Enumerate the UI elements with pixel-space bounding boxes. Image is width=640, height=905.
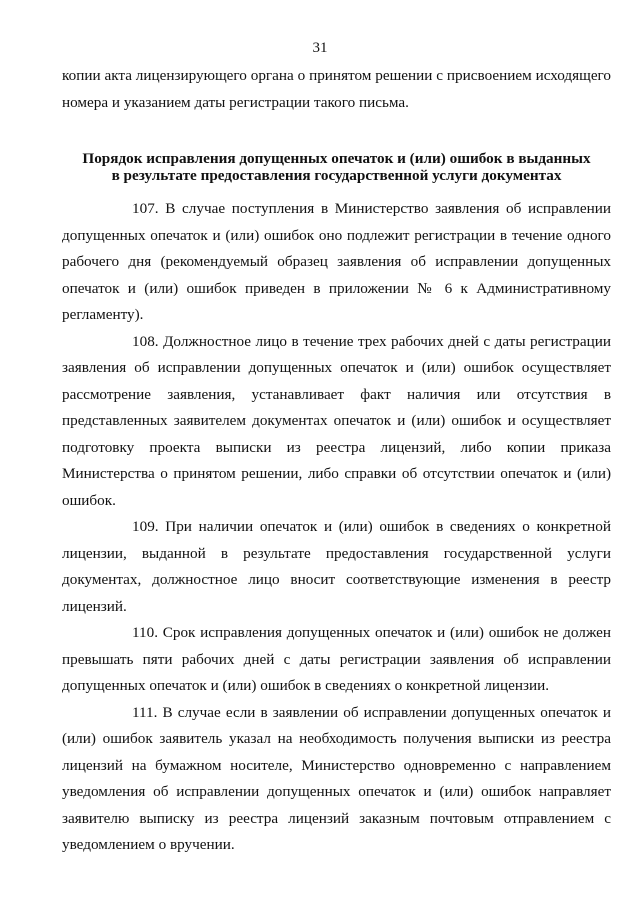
paragraph-109: 109. При наличии опечаток и (или) ошибок в сведениях о конкретной лицензии, выданной в результате предоставления государственной услуги документах, должностное лицо вносит соответствующие изменения в реестр лицензий. xyxy=(62,518,611,615)
page-number: 31 xyxy=(312,40,328,56)
paragraph-108: 108. Должностное лицо в течение трех рабочих дней с даты регистрации заявления об исправлении допущенных опечаток и (или) ошибок осуществляет рассмотрение заявления, устанавливает факт наличия или отсутствия в представленных заявителем документах опечаток и (или) ошибок и осуществляет подготовку проекта выписки из реестра лицензий, либо копии приказа Министерства о принятом решении, либо справки об отсутствии опечаток и (или) ошибок. xyxy=(62,332,611,509)
section-heading-line-1: Порядок исправления допущенных опечаток и (или) ошибок в выданных xyxy=(82,150,591,167)
paragraph-111: 111. В случае если в заявлении об исправлении допущенных опечаток и (или) ошибок заявитель указал на необходимость получения выписки из реестра лицензий на бумажном носителе, Министерство одновременно с направлением уведомления об исправлении допущенных опечаток и (или) ошибок направляет заявителю выписку из реестра лицензий заказным почтовым отправлением с уведомлением о вручении. xyxy=(62,703,611,853)
paragraph-107: 107. В случае поступления в Министерство заявления об исправлении допущенных опечаток и (или) ошибок оно подлежит регистрации в течение одного рабочего дня (рекомендуемый образец заявления об исправлении допущенных опечаток и (или) ошибок приведен в приложении № 6 к Административному регламенту). xyxy=(62,200,611,323)
lead-paragraph: копии акта лицензирующего органа о принятом решении с присвоением исходящего номера и указанием даты регистрации такого письма. xyxy=(62,67,611,111)
section-heading xyxy=(62,150,611,184)
section-heading-line-2: в результате предоставления государственной услуги документах xyxy=(111,167,562,184)
paragraph-110: 110. Срок исправления допущенных опечаток и (или) ошибок не должен превышать пяти рабочих дней с даты регистрации заявления об исправлении допущенных опечаток и (или) ошибок в сведениях о конкретной лицензии. xyxy=(62,624,611,694)
document-body xyxy=(62,63,611,859)
